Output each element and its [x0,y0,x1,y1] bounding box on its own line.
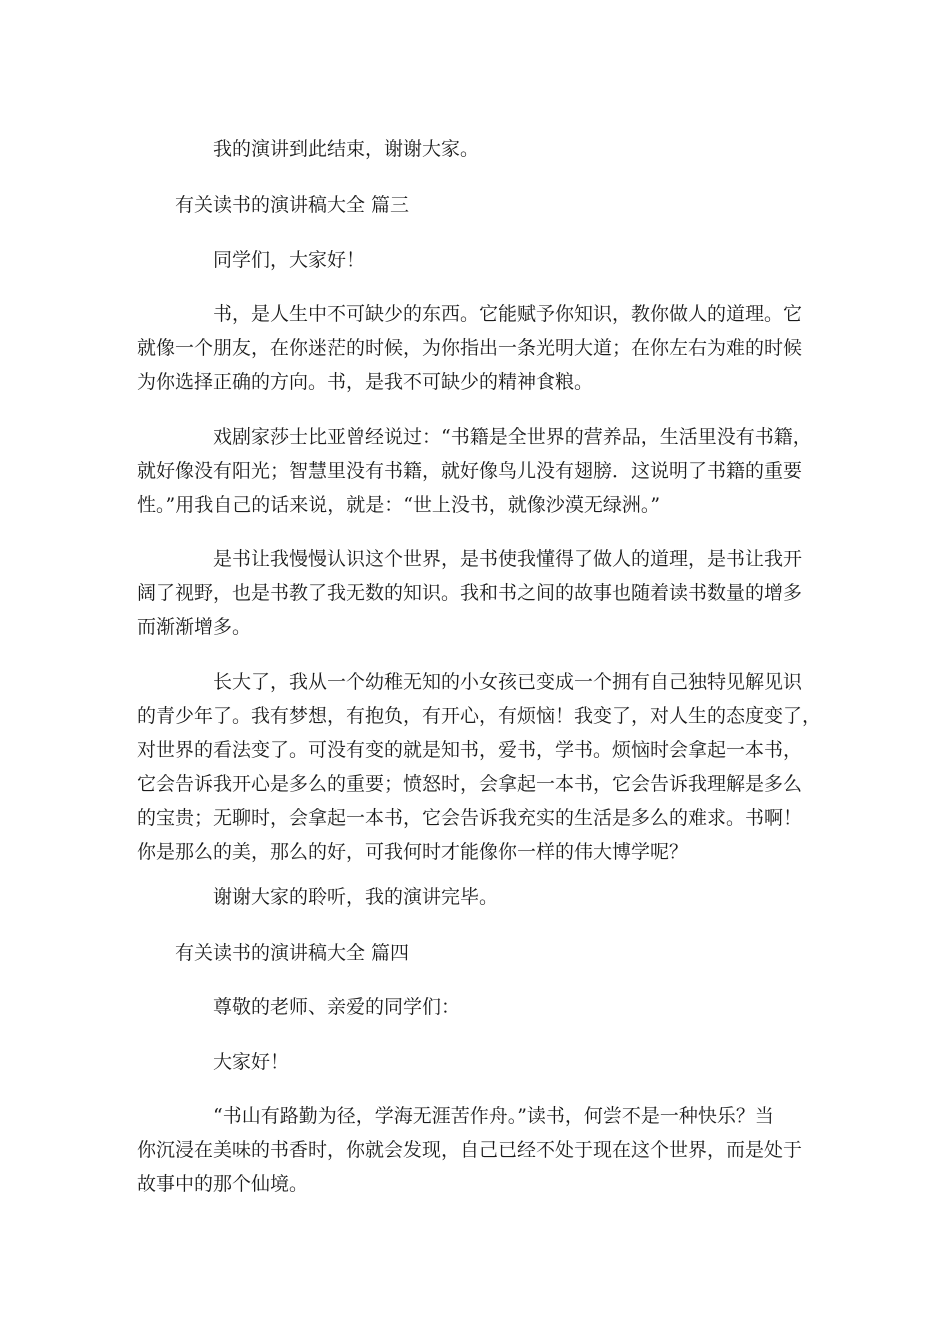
greeting-line: 同学们，大家好！ [213,249,366,271]
paragraph-line: 为你选择正确的方向。书，是我不可缺少的精神食粮。 [137,371,594,393]
paragraph-line: 就像一个朋友，在你迷茫的时候，为你指出一条光明大道；在你左右为难的时候 [137,337,803,359]
paragraph-line: 戏剧家莎士比亚曾经说过：“书籍是全世界的营养品，生活里没有书籍， [213,426,812,448]
paragraph-line: 书，是人生中不可缺少的东西。它能赋予你知识，教你做人的道理。它 [213,303,803,325]
paragraph-line: 性。”用我自己的话来说，就是：“世上没书，就像沙漠无绿洲。” [137,494,661,516]
closing-line: 我的演讲到此结束，谢谢大家。 [213,138,480,160]
greeting-line: 大家好！ [213,1051,290,1073]
paragraph-line: 是书让我慢慢认识这个世界，是书使我懂得了做人的道理，是书让我开 [213,548,803,570]
paragraph-line: 的青少年了。我有梦想，有抱负，有开心，有烦恼！我变了，对人生的态度变了， [137,705,822,727]
paragraph-line: 的宝贵；无聊时，会拿起一本书，它会告诉我充实的生活是多么的难求。书啊！ [137,807,803,829]
paragraph-line: 故事中的那个仙境。 [137,1173,309,1195]
paragraph-line: 就好像没有阳光；智慧里没有书籍，就好像鸟儿没有翅膀．这说明了书籍的重要 [137,460,803,482]
section-heading-4: 有关读书的演讲稿大全 篇四 [175,942,410,964]
paragraph-line: 你是那么的美，那么的好，可我何时才能像你一样的伟大博学呢？ [137,841,689,863]
paragraph-line: 它会告诉我开心是多么的重要；愤怒时，会拿起一本书，它会告诉我理解是多么 [137,773,803,795]
closing-line: 谢谢大家的聆听，我的演讲完毕。 [213,886,499,908]
paragraph-line: 对世界的看法变了。可没有变的就是知书，爱书，学书。烦恼时会拿起一本书， [137,739,803,761]
paragraph-line: 长大了，我从一个幼稚无知的小女孩已变成一个拥有自己独特见解见识 [213,671,803,693]
paragraph-line: 你沉浸在美味的书香时，你就会发现，自己已经不处于现在这个世界，而是处于 [137,1139,803,1161]
paragraph-line: 而渐渐增多。 [137,616,252,638]
section-heading-3: 有关读书的演讲稿大全 篇三 [175,194,410,216]
salutation-line: 尊敬的老师、亲爱的同学们： [213,996,461,1018]
paragraph-line: “书山有路勤为径，学海无涯苦作舟。”读书，何尝不是一种快乐？当 [213,1105,774,1127]
paragraph-line: 阔了视野，也是书教了我无数的知识。我和书之间的故事也随着读书数量的增多 [137,582,803,604]
